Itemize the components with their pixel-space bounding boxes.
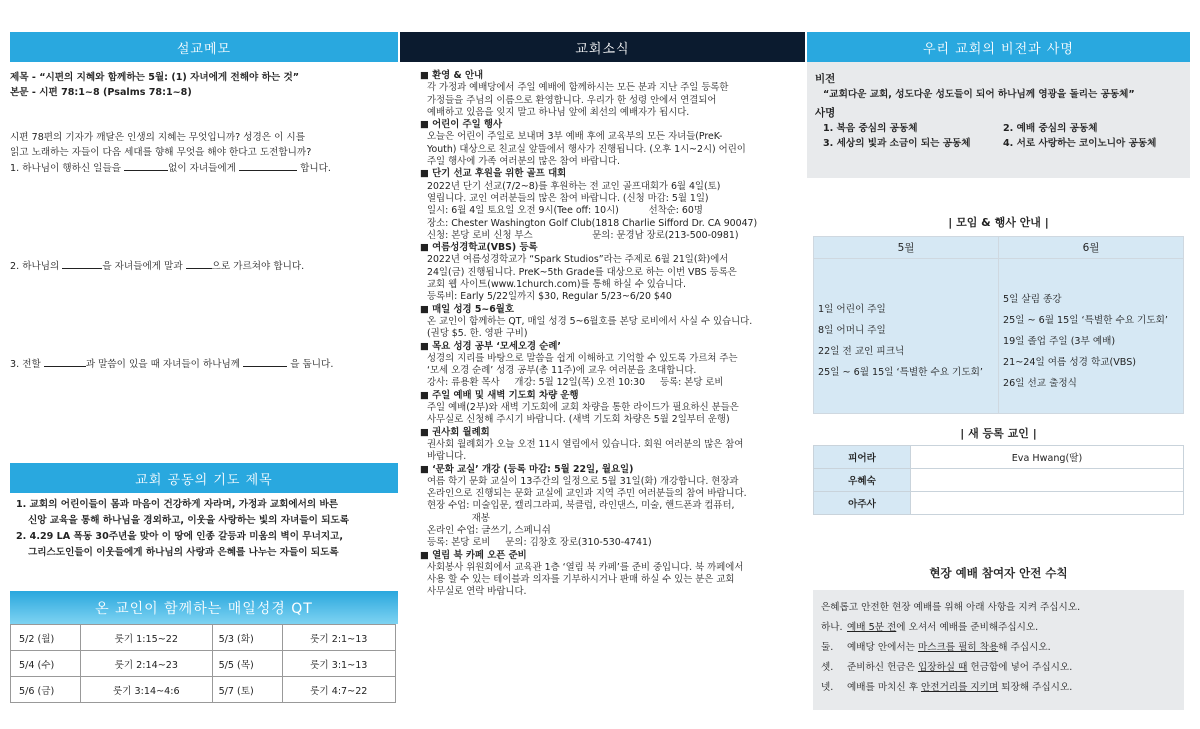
qt-passage: 룻기 4:7~22: [282, 677, 395, 703]
news-line: 온라인으로 진행되는 문화 교실에 교인과 지역 주민 여러분들의 참여 바랍니다.: [427, 488, 747, 500]
qt-header: 온 교인이 함께하는 매일성경 QT: [10, 591, 398, 624]
qt-table: [10, 624, 396, 703]
sermon-question-2: 2. 하나님의 을 자녀들에게 말과 으로 가르쳐야 합니다.: [10, 258, 395, 274]
news-heading: ■ 어린이 주일 행사: [420, 119, 790, 131]
table-row: [11, 625, 396, 651]
qt-passage: 룻기 3:14~4:6: [81, 677, 213, 703]
events-june: [999, 259, 1184, 414]
vision-box: [807, 62, 1190, 178]
news-line: 사무실로 신청해 주시기 바랍니다. (새벽 기도회 차량은 5월 2일부터 운행): [427, 414, 730, 426]
news-line: 장소: Chester Washington Golf Club(1818 Charlie Sifford Dr. CA 90047): [427, 217, 758, 229]
news-heading: ■ ‘문화 교실’ 개강 (등록 마감: 5월 22일, 월요일): [420, 464, 790, 476]
qt-date: 5/5 (목): [212, 651, 282, 677]
news-item: [420, 390, 790, 427]
news-line: 온라인 수업: 글쓰기, 스페니쉬: [427, 524, 551, 536]
news-heading: ■ 목요 성경 공부 ‘모세오경 순례’: [420, 341, 790, 353]
news-item: [420, 168, 790, 242]
safety-box: [813, 590, 1184, 710]
news-line: 예배하고 있음을 잊지 말고 하나님 앞에 최선의 예배자가 됩시다.: [427, 106, 690, 118]
news-item: [420, 242, 790, 303]
news-line: 바랍니다.: [427, 451, 467, 463]
news-line: 등록: 본당 로비 문의: 김창호 장로(310-530-4741): [427, 537, 652, 549]
list-item: 25일 ~ 6월 15일 ‘특별한 수요 기도회’: [818, 367, 983, 378]
vision-label: 비전: [815, 73, 836, 85]
list-item: 8일 어머니 주일: [818, 325, 886, 336]
prayer-item: 2. 4.29 LA 폭동 30주년을 맞아 이 땅에 인종 갈등과 미움의 벽이 무너지고,: [16, 531, 344, 542]
news-line: 일시: 6월 4일 토요일 오전 9시(Tee off: 10시) 선착순: 60명: [427, 205, 703, 217]
list-item: 1일 어린이 주일: [818, 304, 886, 315]
news-line: 주일 행사에 가족 여러분의 많은 참여 바랍니다.: [427, 156, 620, 168]
prayer-header: 교회 공동의 기도 제목: [10, 463, 398, 493]
table-row: [11, 677, 396, 703]
qt-date: 5/3 (화): [212, 625, 282, 651]
news-line: (권당 $5. 한. 영판 구비): [427, 328, 528, 340]
list-item: 21~24일 여름 성경 학교(VBS): [1003, 357, 1137, 368]
news-item: [420, 464, 790, 550]
prayer-item-cont: 신앙 교육을 통해 하나님을 경외하고, 이웃을 사랑하는 빛의 자녀들이 되도록: [28, 515, 349, 526]
prayer-list: [16, 497, 394, 561]
news-line: 재봉: [427, 512, 490, 524]
qt-passage: 룻기 3:1~13: [282, 651, 395, 677]
news-line: 강사: 류용환 목사 개강: 5월 12일(목) 오전 10:30 등록: 본당 로비: [427, 377, 724, 389]
news-line: 현장 수업: 미술입문, 캘리그라피, 북클럽, 라인댄스, 미술, 핸드폰과 컴퓨터,: [427, 500, 735, 512]
news-item: [420, 427, 790, 464]
list-item: 5일 살림 종강: [1003, 294, 1062, 305]
prayer-item-cont: 그리스도인들이 이웃들에게 하나님의 사랑과 은혜를 나누는 자들이 되도록: [28, 547, 339, 558]
news-line: 사용 할 수 있는 테이블과 의자를 기부하시거나 판매 하실 수 있는 분은 교회: [427, 574, 735, 586]
news-line: 권사회 월례회가 오늘 오전 11시 열림에서 있습니다. 회원 여러분의 많은 참여: [427, 438, 744, 450]
news-line: 온 교인이 함께하는 QT, 매일 성경 5~6월호를 본당 로비에서 사실 수 있습니다.: [427, 315, 753, 327]
news-line: 주일 예배(2부)와 새벽 기도회에 교회 차량을 통한 라이드가 필요하신 분들은: [427, 402, 739, 414]
news-line: 가정들을 주님의 이름으로 환영합니다. 우리가 한 성령 안에서 연결되어: [427, 94, 717, 106]
news-heading: ■ 열림 북 카페 오픈 준비: [420, 550, 790, 562]
new-members-table: [813, 445, 1184, 515]
qt-date: 5/7 (토): [212, 677, 282, 703]
church-news: [420, 70, 790, 599]
news-item: [420, 119, 790, 168]
safety-item: 셋. 준비하신 헌금은 입장하실 때 헌금함에 넣어 주십시오.: [821, 662, 1073, 673]
news-heading: ■ 단기 선교 후원을 위한 골프 대회: [420, 168, 790, 180]
news-line: 24일(금) 진행됩니다. PreK~5th Grade를 대상으로 하는 이번 VBS 등록은: [427, 266, 737, 278]
qt-passage: 룻기 1:15~22: [81, 625, 213, 651]
sermon-intro-1: 시편 78편의 기자가 깨달은 인생의 지혜는 무엇입니까? 성경은 이 시를: [10, 132, 305, 143]
vision-text: “교회다운 교회, 성도다운 성도들이 되어 하나님께 영광을 돌리는 공동체”: [823, 89, 1135, 100]
qt-passage: 룻기 2:1~13: [282, 625, 395, 651]
list-item: 26일 선교 출정식: [1003, 378, 1077, 389]
news-item: [420, 341, 790, 390]
list-item: 22일 전 교인 피크닉: [818, 346, 905, 357]
safety-item: 둘. 예배당 안에서는 마스크를 필히 착용 해 주십시오.: [821, 642, 1051, 653]
sermon-passage: 본문 - 시편 78:1~8 (Psalms 78:1~8): [10, 87, 192, 98]
vision-header: 우리 교회의 비전과 사명: [807, 32, 1190, 62]
safety-title: 현장 예배 참여자 안전 수칙: [929, 566, 1068, 580]
news-heading: ■ 권사회 월례회: [420, 427, 790, 439]
sermon-question-3: 3. 전할 과 말씀이 있을 때 자녀들이 하나님께 을 둡니다.: [10, 356, 395, 372]
mission-item: 2. 예배 중심의 공동체: [1003, 123, 1098, 134]
news-line: 교회 웹 사이트(www.1church.com)를 통해 하실 수 있습니다.: [427, 279, 686, 291]
list-item: 19일 졸업 주일 (3부 예배): [1003, 336, 1116, 347]
news-heading: ■ 환영 & 안내: [420, 70, 790, 82]
news-line: ‘모세 오경 순례’ 성경 공부(총 11주)에 교우 여러분을 초대합니다.: [427, 365, 697, 377]
events-table: [813, 236, 1184, 414]
qt-date: 5/6 (금): [11, 677, 81, 703]
qt-date: 5/2 (월): [11, 625, 81, 651]
safety-item: 넷. 예배를 마치신 후 안전거리를 지키며 퇴장해 주십시오.: [821, 682, 1073, 693]
news-line: 오늘은 어린이 주일로 보내며 3부 예배 후에 교육부의 모든 자녀들(PreK-: [427, 131, 723, 143]
news-line: 여름 학기 문화 교실이 13주간의 일정으로 5월 31일(화) 개강합니다. 현장과: [427, 475, 739, 487]
table-row: 우혜숙: [814, 469, 1184, 492]
news-item: [420, 304, 790, 341]
new-members-title: | 새 등록 교인 |: [960, 427, 1037, 440]
news-item: [420, 70, 790, 119]
news-line: 각 가정과 예배당에서 주일 예배에 함께하시는 모든 분과 지난 주일 등록한: [427, 82, 729, 94]
safety-intro: 은혜롭고 안전한 현장 예배를 위해 아래 사항을 지켜 주십시오.: [821, 602, 1081, 613]
news-line: 열립니다. 교인 여러분들의 많은 참여 바랍니다. (신청 마감: 5월 1일): [427, 192, 709, 204]
mission-label: 사명: [815, 107, 836, 119]
prayer-item: 1. 교회의 어린이들이 몸과 마음이 건강하게 자라며, 가정과 교회에서의 바른: [16, 499, 339, 510]
mission-item: 3. 세상의 빛과 소금이 되는 공동체: [823, 138, 971, 149]
news-heading: ■ 매일 성경 5~6월호: [420, 304, 790, 316]
mission-list: [815, 121, 1182, 151]
news-line: 2022년 단기 선교(7/2~8)를 후원하는 전 교인 골프대회가 6월 4일(토): [427, 180, 721, 192]
table-row: 아주사: [814, 492, 1184, 515]
news-line: 신청: 본당 로비 신청 부스 문의: 문경남 장로(213-500-0981): [427, 229, 739, 241]
mission-item: 4. 서로 사랑하는 코이노니아 공동체: [1003, 138, 1157, 149]
news-heading: ■ 여름성경학교(VBS) 등록: [420, 242, 790, 254]
sermon-intro-2: 읽고 노래하는 자들이 다음 세대를 향해 무엇을 해야 한다고 도전합니까?: [10, 147, 312, 158]
news-heading: ■ 주일 예배 및 새벽 기도회 차량 운행: [420, 390, 790, 402]
sermon-header: 설교메모: [10, 32, 398, 62]
qt-date: 5/4 (수): [11, 651, 81, 677]
news-line: 사무실로 연락 바랍니다.: [427, 586, 527, 598]
news-line: 등록비: Early 5/22일까지 $30, Regular 5/23~6/20 $40: [427, 291, 672, 303]
qt-passage: 룻기 2:14~23: [81, 651, 213, 677]
sermon-question-1: 1. 하나님이 행하신 일들을 없이 자녀들에게 합니다.: [10, 160, 395, 176]
news-item: [420, 550, 790, 599]
mission-item: 1. 복음 중심의 공동체: [823, 123, 918, 134]
sermon-title: 제목 - “시편의 지혜와 함께하는 5월: (1) 자녀에게 전해야 하는 것”: [10, 72, 300, 83]
sermon-memo: [10, 70, 395, 372]
news-line: Youth) 대상으로 친교실 앞뜰에서 행사가 진행됩니다. (오후 1시~2시) 어린이: [427, 143, 746, 155]
events-may: [814, 259, 999, 414]
news-line: 2022년 여름성경학교가 “Spark Studios”라는 주제로 6월 21일(화)에서: [427, 254, 729, 266]
events-col-june: 6월: [999, 237, 1184, 259]
news-line: 사회봉사 위원회에서 교육관 1층 ‘열림 북 카페’를 준비 중입니다. 북 까페에서: [427, 561, 744, 573]
safety-item: 하나. 예배 5분 전 에 오셔서 예배를 준비해주십시오.: [821, 622, 1039, 633]
news-header: 교회소식: [400, 32, 805, 62]
events-title: | 모임 & 행사 안내 |: [948, 216, 1049, 229]
news-line: 성경의 지리를 바탕으로 말씀을 쉽게 이해하고 기억할 수 있도록 가르쳐 주는: [427, 352, 738, 364]
events-col-may: 5월: [814, 237, 999, 259]
list-item: 25일 ~ 6월 15일 ‘특별한 수요 기도회’: [1003, 315, 1168, 326]
table-row: 피어라 Eva Hwang(딸): [814, 446, 1184, 469]
table-row: [11, 651, 396, 677]
